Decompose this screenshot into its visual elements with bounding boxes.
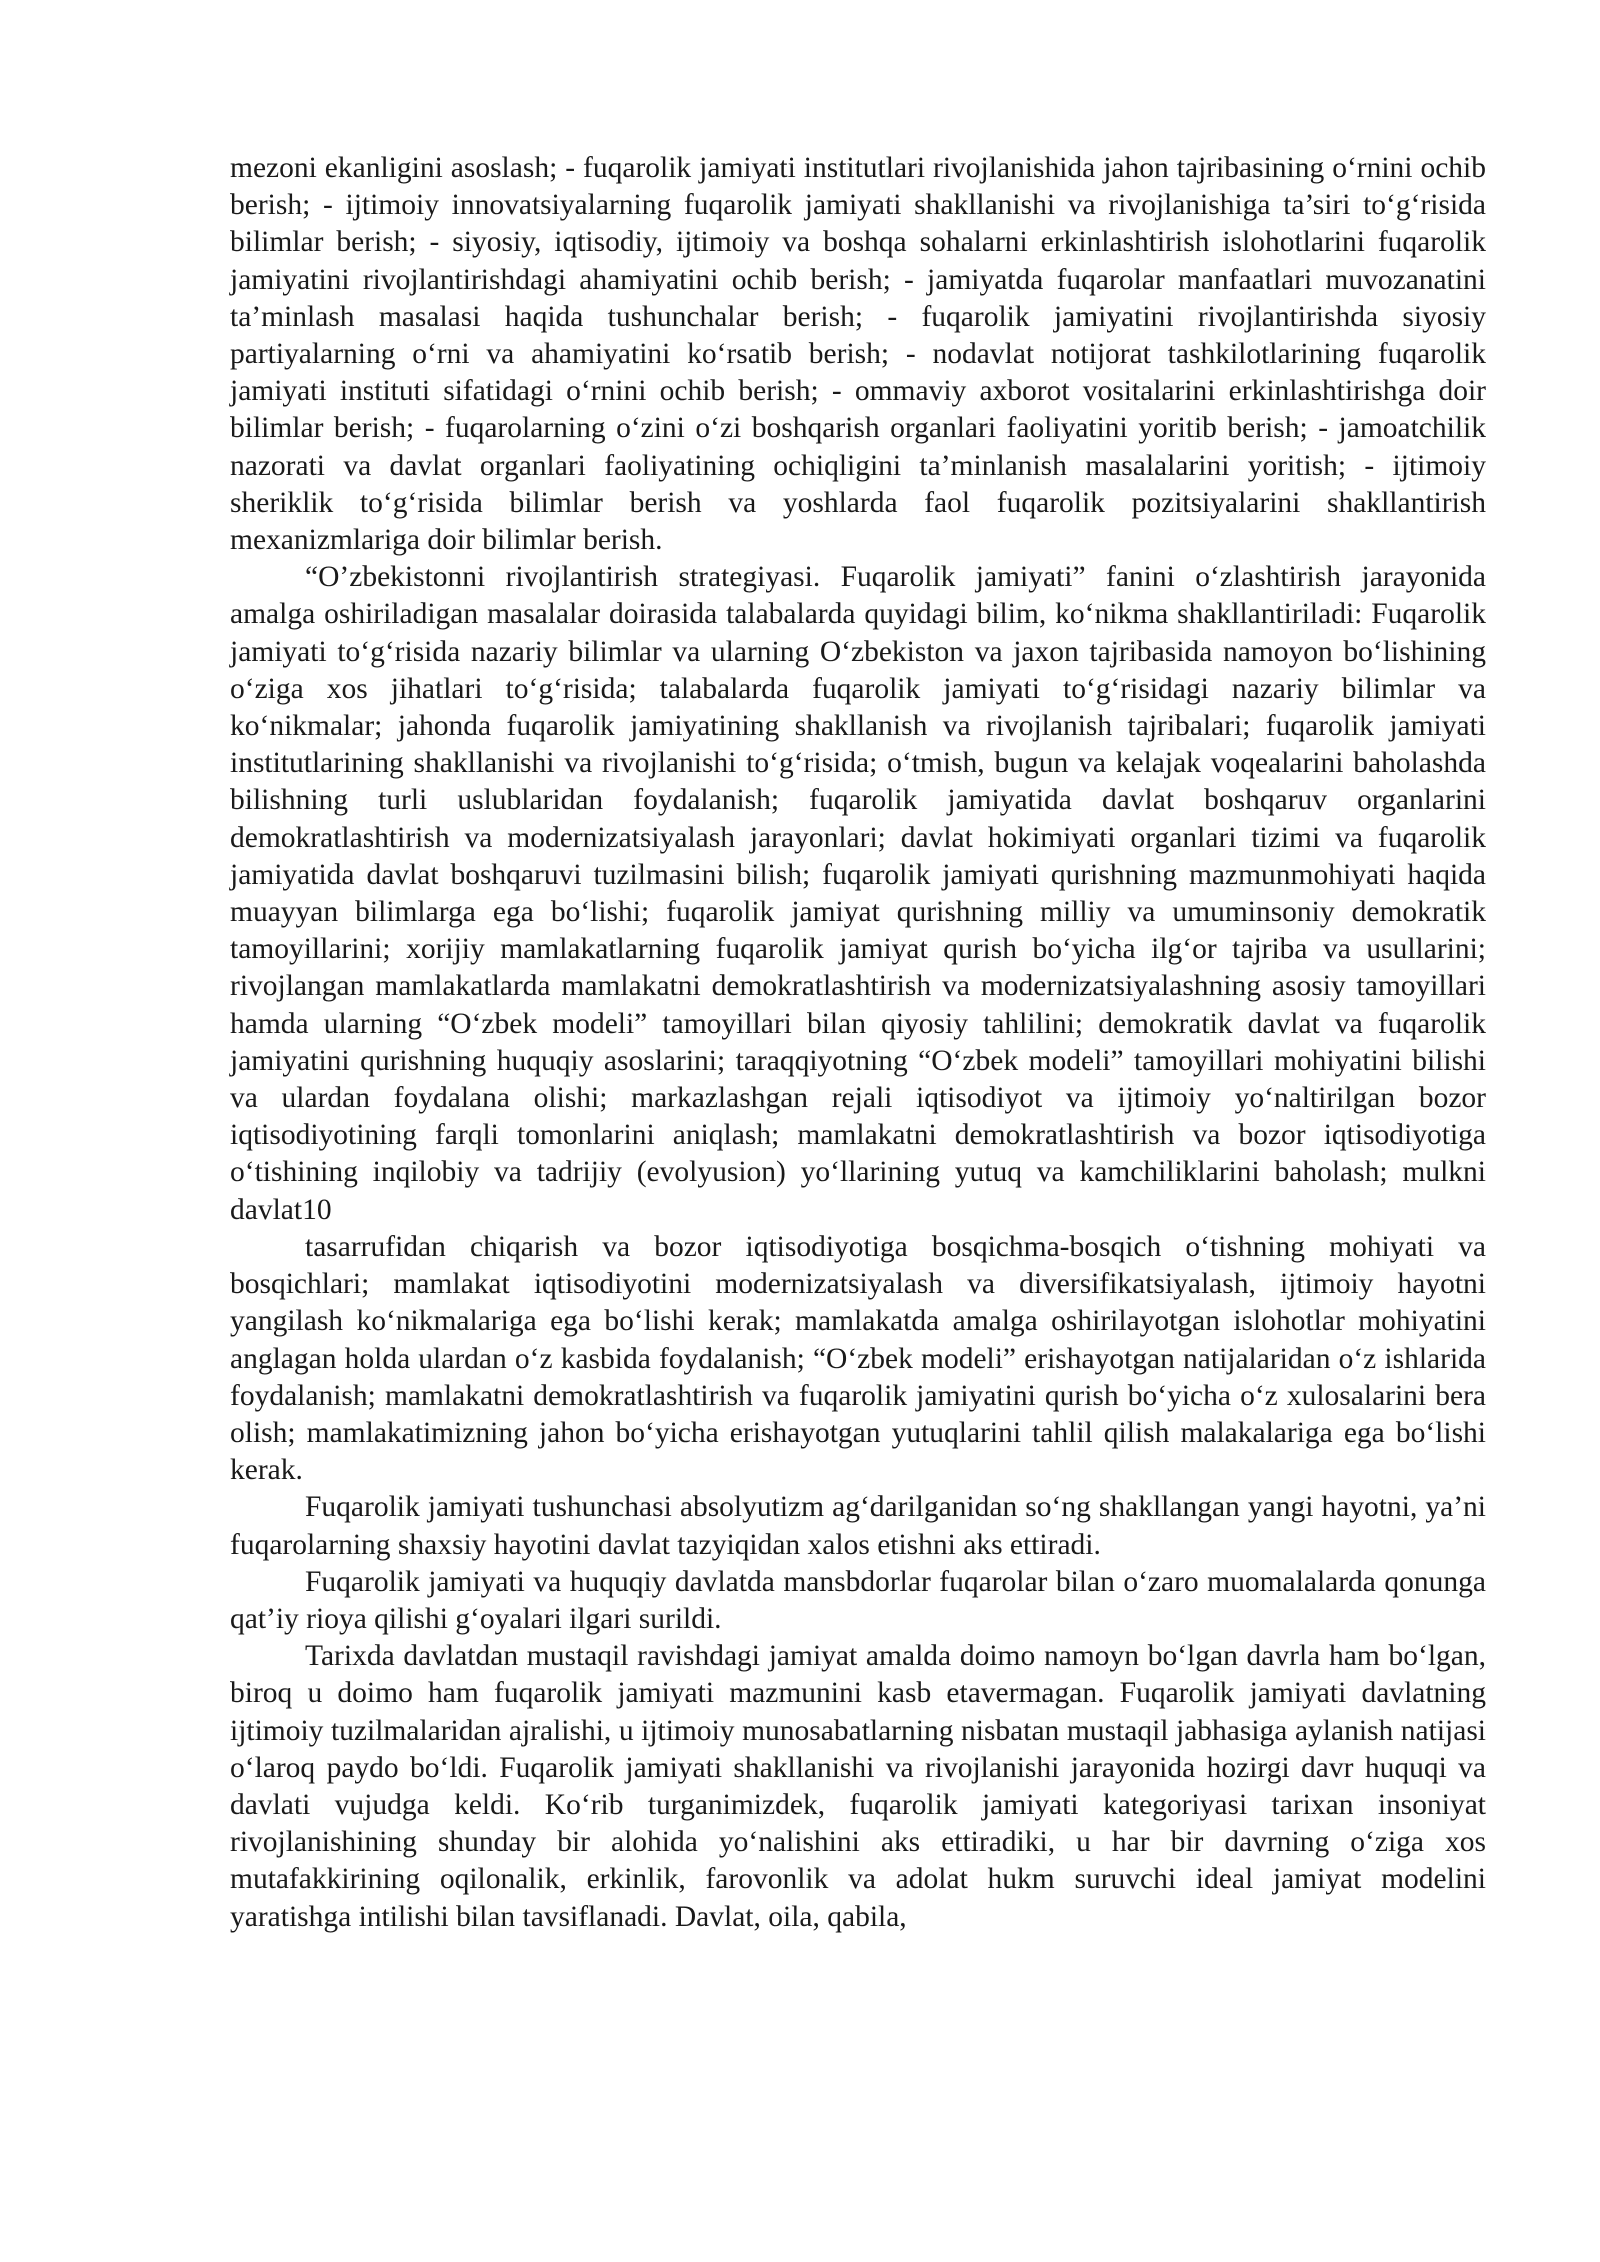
- paragraph-skills-continued: tasarrufidan chiqarish va bozor iqtisodiyotiga bosqichma-bosqich o‘tishning mohiyati va bosqichlari; mamlakat iqtisodiyotini modernizatsiyalash va diversifikatsiyalash, ijtimoiy hayotni yangilash ko‘nikmalariga ega bo‘lishi kerak; mamlakatda amalga oshirilayotgan islohotlar mohiyatini anglagan holda ulardan o‘z kasbida foydalanish; “O‘zbek modeli” erishayotgan natijalaridan o‘z ishlarida foydalanish; mamlakatni demokratlashtirish va fuqarolik jamiyatini qurish bo‘yicha o‘z xulosalarini bera olish; mamlakatimizning jahon bo‘yicha erishayotgan yutuqlarini tahlil qilish malakalariga ega bo‘lishi kerak.: [230, 1230, 1486, 1487]
- paragraph-rule-of-law: Fuqarolik jamiyati va huquqiy davlatda mansbdorlar fuqarolar bilan o‘zaro muomalalarda qonunga qat’iy rioya qilishi g‘oyalari ilgari surildi.: [230, 1565, 1486, 1635]
- paragraph-objectives-continued: mezoni ekanligini asoslash; - fuqarolik jamiyati institutlari rivojlanishida jahon tajribasining o‘rnini ochib berish; - ijtimoiy innovatsiyalarning fuqarolik jamiyati shakllanishi va rivojlanishiga ta’siri to‘g‘risida bilimlar berish; - siyosiy, iqtisodiy, ijtimoiy va boshqa sohalarni erkinlashtirish islohotlarini fuqarolik jamiyatini rivojlantirishdagi ahamiyatini ochib berish; - jamiyatda fuqarolar manfaatlari muvozanatini ta’minlash masalasi haqida tushunchalar berish; - fuqarolik jamiyatini rivojlantirishda siyosiy partiyalarning o‘rni va ahamiyatini ko‘rsatib berish; - nodavlat notijorat tashkilotlarining fuqarolik jamiyati instituti sifatidagi o‘rnini ochib berish; - ommaviy axborot vositalarini erkinlashtirishga doir bilimlar berish; - fuqarolarning o‘zini o‘zi boshqarish organlari faoliyatini yoritib berish; - jamoatchilik nazorati va davlat organlari faoliyatining ochiqligini ta’minlanish masalalarini yoritish; - ijtimoiy sheriklik to‘g‘risida bilimlar berish va yoshlarda faol fuqarolik pozitsiyalarini shakllantirish mexanizmlariga doir bilimlar berish.: [230, 152, 1486, 557]
- paragraph-course-skills: “O’zbekistonni rivojlantirish strategiyasi. Fuqarolik jamiyati” fanini o‘zlashtirish jarayonida amalga oshiriladigan masalalar doirasida talabalarda quyidagi bilim, ko‘nikma shakllantiriladi: Fuqarolik jamiyati to‘g‘risida nazariy bilimlar va ularning O‘zbekiston va jaxon tajribasida namoyon bo‘lishining o‘ziga xos jihatlari to‘g‘risida; talabalarda fuqarolik jamiyati to‘g‘risidagi nazariy bilimlar va ko‘nikmalar; jahonda fuqarolik jamiyatining shakllanish va rivojlanish tajribalari; fuqarolik jamiyati institutlarining shakllanishi va rivojlanishi to‘g‘risida; o‘tmish, bugun va kelajak voqealarini baholashda bilishning turli uslublaridan foydalanish; fuqarolik jamiyatida davlat boshqaruv organlarini demokratlashtirish va modernizatsiyalash jarayonlari; davlat hokimiyati organlari tizimi va fuqarolik jamiyatida davlat boshqaruvi tuzilmasini bilish; fuqarolik jamiyati qurishning mazmunmohiyati haqida muayyan bilimlarga ega bo‘lishi; fuqarolik jamiyat qurishning milliy va umuminsoniy demokratik tamoyillarini; xorijiy mamlakatlarning fuqarolik jamiyat qurish bo‘yicha ilg‘or tajriba va usullarini; rivojlangan mamlakatlarda mamlakatni demokratlashtirish va modernizatsiyalashning asosiy tamoyillari hamda ularning “O‘zbek modeli” tamoyillari bilan qiyosiy tahlilini; demokratik davlat va fuqarolik jamiyatini qurishning huquqiy asoslarini; taraqqiyotning “O‘zbek modeli” tamoyillari mohiyatini bilishi va ulardan foydalana olishi; markazlashgan rejali iqtisodiyot va ijtimoiy yo‘naltirilgan bozor iqtisodiyotining farqli tomonlarini aniqlash; mamlakatni demokratlashtirish va bozor iqtisodiyotiga o‘tishining inqilobiy va tadrijiy (evolyusion) yo‘llarining yutuq va kamchiliklarini baholash; mulkni davlat10: [230, 561, 1486, 1226]
- paragraph-history: Tarixda davlatdan mustaqil ravishdagi jamiyat amalda doimo namoyn bo‘lgan davrla ham bo‘lgan, biroq u doimo ham fuqarolik jamiyati mazmunini kasb etavermagan. Fuqarolik jamiyati davlatning ijtimoiy tuzilmalaridan ajralishi, u ijtimoiy munosabatlarning nisbatan mustaqil jabhasiga aylanish natijasi o‘laroq paydo bo‘ldi. Fuqarolik jamiyati shakllanishi va rivojlanishi jarayonida hozirgi davr huquqi va davlati vujudga keldi. Ko‘rib turganimizdek, fuqarolik jamiyati kategoriyasi tarixan insoniyat rivojlanishining shunday bir alohida yo‘nalishini aks ettiradiki, u har bir davrning o‘ziga xos mutafakkirining oqilonalik, erkinlik, farovonlik va adolat hukm suruvchi ideal jamiyat modelini yaratishga intilishi bilan tavsiflanadi. Davlat, oila, qabila,: [230, 1640, 1486, 1933]
- document-page: [230, 150, 1486, 1936]
- paragraph-civil-society-concept: Fuqarolik jamiyati tushunchasi absolyutizm ag‘darilganidan so‘ng shakllangan yangi hayotni, ya’ni fuqarolarning shaxsiy hayotini davlat tazyiqidan xalos etishni aks ettiradi.: [230, 1491, 1486, 1561]
